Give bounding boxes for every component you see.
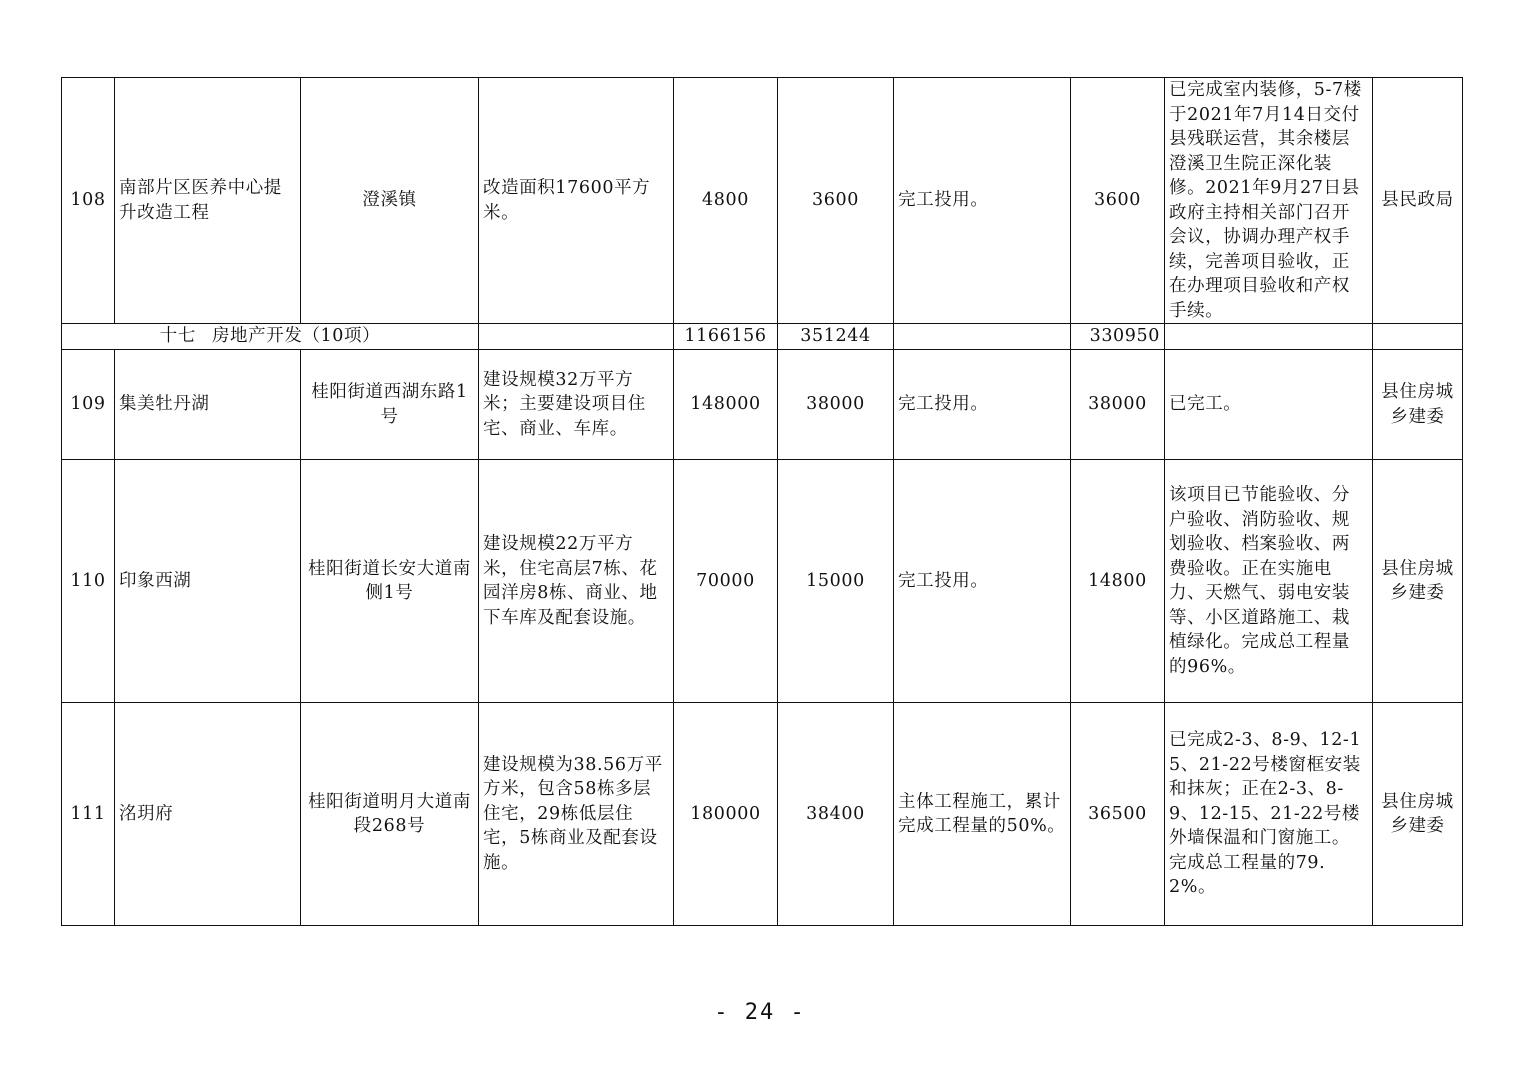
annual-target: 完工投用。 (894, 460, 1071, 703)
total-investment: 4800 (674, 78, 778, 324)
completed-investment: 38000 (1071, 350, 1165, 460)
responsible-department: 县民政局 (1373, 78, 1463, 324)
progress-description: 已完成室内装修，5-7楼于2021年7月14日交付县残联运营，其余楼层澄溪卫生院正深化装修。2021年9月27日县政府主持相关部门召开会议，协调办理产权手续，完善项目验收，正在办理项目验收和产权手续。 (1165, 78, 1373, 324)
completed-investment: 14800 (1071, 460, 1165, 703)
table-row (62, 78, 1463, 324)
project-location: 桂阳街道西湖东路1号 (301, 350, 479, 460)
section-empty-cell (1165, 324, 1373, 350)
project-name: 集美牡丹湖 (115, 350, 301, 460)
section-empty-cell (1373, 324, 1463, 350)
row-number: 111 (62, 703, 115, 926)
table-row (62, 460, 1463, 703)
section-label: 房地产开发（10项） (211, 326, 381, 347)
table-row (62, 350, 1463, 460)
construction-scale: 建设规模22万平方米，住宅高层7栋、花园洋房8栋、商业、地下车库及配套设施。 (479, 460, 674, 703)
page-number: - 24 - (714, 1000, 806, 1025)
progress-description: 已完成2-3、8-9、12-15、21-22号楼窗框安装和抹灰；正在2-3、8-9、12-15、21-22号楼外墙保温和门窗施工。完成总工程量的79.2%。 (1165, 703, 1373, 926)
construction-scale: 建设规模为38.56万平方米，包含58栋多层住宅，29栋低层住宅，5栋商业及配套设施。 (479, 703, 674, 926)
total-investment: 180000 (674, 703, 778, 926)
section-empty-cell (894, 324, 1071, 350)
annual-plan-investment: 3600 (778, 78, 894, 324)
total-investment: 148000 (674, 350, 778, 460)
annual-target: 主体工程施工，累计完成工程量的50%。 (894, 703, 1071, 926)
project-location: 桂阳街道长安大道南侧1号 (301, 460, 479, 703)
responsible-department: 县住房城乡建委 (1373, 460, 1463, 703)
section-empty-cell (479, 324, 674, 350)
completed-investment: 3600 (1071, 78, 1165, 324)
project-table (61, 77, 1463, 926)
construction-scale: 改造面积17600平方米。 (479, 78, 674, 324)
project-name: 南部片区医养中心提升改造工程 (115, 78, 301, 324)
section-title (62, 324, 479, 350)
project-location: 桂阳街道明月大道南段268号 (301, 703, 479, 926)
project-name: 洺玥府 (115, 703, 301, 926)
progress-description: 已完工。 (1165, 350, 1373, 460)
row-number: 110 (62, 460, 115, 703)
section-number: 十七 (159, 326, 196, 347)
annual-plan-investment: 38000 (778, 350, 894, 460)
row-number: 108 (62, 78, 115, 324)
section-annual-plan: 351244 (778, 324, 894, 350)
construction-scale: 建设规模32万平方米；主要建设项目住宅、商业、车库。 (479, 350, 674, 460)
project-location: 澄溪镇 (301, 78, 479, 324)
section-header-row (62, 324, 1463, 350)
completed-investment: 36500 (1071, 703, 1165, 926)
progress-description: 该项目已节能验收、分户验收、消防验收、规划验收、档案验收、两费验收。正在实施电力、天燃气、弱电安装等、小区道路施工、栽植绿化。完成总工程量的96%。 (1165, 460, 1373, 703)
annual-plan-investment: 38400 (778, 703, 894, 926)
total-investment: 70000 (674, 460, 778, 703)
annual-target: 完工投用。 (894, 78, 1071, 324)
responsible-department: 县住房城乡建委 (1373, 703, 1463, 926)
section-total-investment: 1166156 (674, 324, 778, 350)
responsible-department: 县住房城乡建委 (1373, 350, 1463, 460)
section-completed: 330950 (1071, 324, 1165, 350)
project-name: 印象西湖 (115, 460, 301, 703)
table-row (62, 703, 1463, 926)
annual-plan-investment: 15000 (778, 460, 894, 703)
row-number: 109 (62, 350, 115, 460)
annual-target: 完工投用。 (894, 350, 1071, 460)
